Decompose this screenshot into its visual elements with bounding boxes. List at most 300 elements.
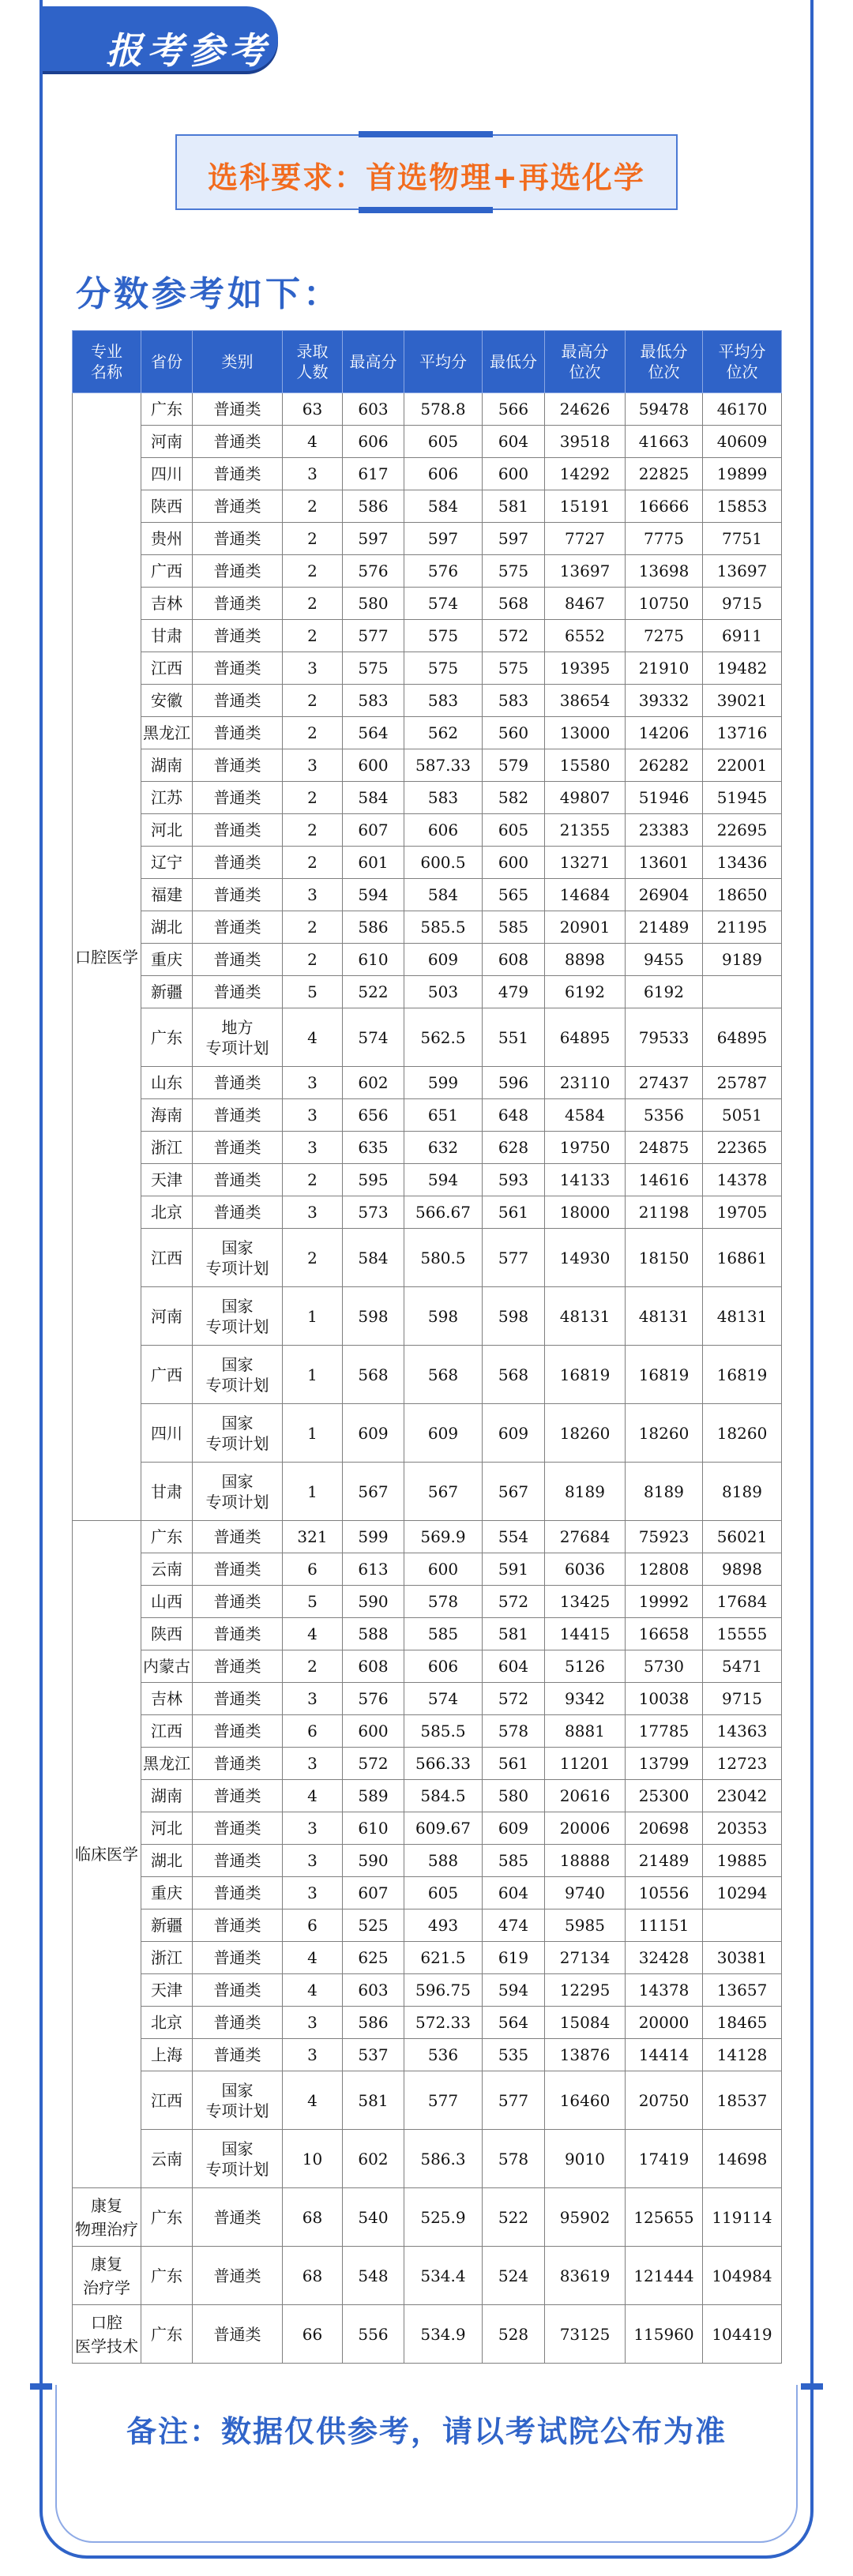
category-cell: 普通类 [193,1780,283,1812]
province-cell: 新疆 [141,976,193,1008]
avg-rank-cell: 7751 [703,523,782,555]
min-rank-cell: 51946 [626,782,703,814]
province-cell: 广东 [141,2188,193,2247]
max-score-cell: 537 [343,2039,404,2071]
avg-score-cell: 562.5 [404,1008,483,1067]
table-row [73,879,782,911]
max-rank-cell: 14415 [545,1618,626,1650]
table-row [73,555,782,588]
min-score-cell: 577 [483,2071,545,2130]
avg-score-cell: 606 [404,814,483,847]
avg-rank-cell: 46170 [703,393,782,426]
major-name-cell: 康复 物理治疗 [73,2188,141,2247]
province-cell: 云南 [141,2130,193,2188]
min-score-cell: 604 [483,1650,545,1683]
max-rank-cell: 6036 [545,1553,626,1586]
avg-rank-cell: 19705 [703,1196,782,1229]
max-rank-cell: 20006 [545,1812,626,1845]
min-score-cell: 568 [483,588,545,620]
min-score-cell: 581 [483,1618,545,1650]
category-cell: 普通类 [193,523,283,555]
max-rank-cell: 4584 [545,1099,626,1132]
table-row [73,1974,782,2007]
table-row [73,1877,782,1909]
province-cell: 河北 [141,1812,193,1845]
avg-rank-cell: 119114 [703,2188,782,2247]
province-cell: 北京 [141,1196,193,1229]
max-rank-cell: 16819 [545,1346,626,1404]
admitted-count-cell: 63 [283,393,343,426]
admitted-count-cell: 3 [283,1099,343,1132]
table-row [73,588,782,620]
category-cell: 普通类 [193,879,283,911]
category-cell: 国家 专项计划 [193,1463,283,1521]
max-rank-cell: 6192 [545,976,626,1008]
avg-rank-cell: 13697 [703,555,782,588]
min-rank-cell: 22825 [626,458,703,490]
category-cell: 普通类 [193,1067,283,1099]
max-score-cell: 525 [343,1909,404,1942]
min-rank-cell: 21198 [626,1196,703,1229]
max-score-cell: 609 [343,1404,404,1463]
avg-rank-cell: 18465 [703,2007,782,2039]
table-row [73,652,782,685]
table-row [73,426,782,458]
avg-rank-cell: 22001 [703,749,782,782]
table-row [73,749,782,782]
min-score-cell: 524 [483,2247,545,2305]
max-score-cell: 584 [343,1229,404,1287]
max-rank-cell: 8881 [545,1715,626,1748]
max-rank-cell: 13876 [545,2039,626,2071]
province-cell: 新疆 [141,1909,193,1942]
table-row [73,1099,782,1132]
max-rank-cell: 14133 [545,1164,626,1196]
max-score-cell: 584 [343,782,404,814]
min-rank-cell: 21489 [626,1845,703,1877]
min-score-cell: 609 [483,1404,545,1463]
avg-score-cell: 606 [404,1650,483,1683]
avg-score-cell: 580.5 [404,1229,483,1287]
province-cell: 福建 [141,879,193,911]
table-row [73,490,782,523]
max-score-cell: 568 [343,1346,404,1404]
avg-rank-cell: 22695 [703,814,782,847]
admitted-count-cell: 3 [283,749,343,782]
avg-rank-cell: 14698 [703,2130,782,2188]
frame-tick-right [801,2383,823,2390]
admitted-count-cell: 6 [283,1909,343,1942]
avg-rank-cell: 5471 [703,1650,782,1683]
avg-rank-cell: 15853 [703,490,782,523]
province-cell: 湖南 [141,749,193,782]
max-rank-cell: 27684 [545,1521,626,1553]
table-row [73,458,782,490]
province-cell: 黑龙江 [141,717,193,749]
avg-rank-cell: 40609 [703,426,782,458]
avg-rank-cell: 13657 [703,1974,782,2007]
max-score-cell: 625 [343,1942,404,1974]
min-score-cell: 528 [483,2305,545,2364]
province-cell: 天津 [141,1974,193,2007]
province-cell: 天津 [141,1164,193,1196]
admitted-count-cell: 68 [283,2247,343,2305]
province-cell: 重庆 [141,944,193,976]
admitted-count-cell: 2 [283,685,343,717]
max-score-cell: 564 [343,717,404,749]
admitted-count-cell: 1 [283,1463,343,1521]
min-rank-cell: 13601 [626,847,703,879]
frame-left-border [39,0,43,2472]
table-header-cell: 省份 [141,331,193,393]
max-score-cell: 601 [343,847,404,879]
admitted-count-cell: 5 [283,976,343,1008]
max-rank-cell: 23110 [545,1067,626,1099]
avg-rank-cell: 5051 [703,1099,782,1132]
avg-score-cell: 575 [404,652,483,685]
max-score-cell: 602 [343,1067,404,1099]
major-name-cell: 口腔医学 [73,393,141,1521]
min-rank-cell: 11151 [626,1909,703,1942]
avg-score-cell: 534.9 [404,2305,483,2364]
max-rank-cell: 13697 [545,555,626,588]
max-rank-cell: 19750 [545,1132,626,1164]
category-cell: 国家 专项计划 [193,1287,283,1346]
table-header-cell: 类别 [193,331,283,393]
avg-rank-cell: 17684 [703,1586,782,1618]
admitted-count-cell: 2 [283,1650,343,1683]
category-cell: 普通类 [193,652,283,685]
table-row [73,1463,782,1521]
admitted-count-cell: 4 [283,1008,343,1067]
max-rank-cell: 6552 [545,620,626,652]
avg-rank-cell: 25787 [703,1067,782,1099]
min-rank-cell: 75923 [626,1521,703,1553]
max-score-cell: 656 [343,1099,404,1132]
max-rank-cell: 20616 [545,1780,626,1812]
category-cell: 普通类 [193,1196,283,1229]
admitted-count-cell: 3 [283,1132,343,1164]
min-rank-cell: 7275 [626,620,703,652]
min-score-cell: 596 [483,1067,545,1099]
category-cell: 国家 专项计划 [193,2071,283,2130]
max-score-cell: 577 [343,620,404,652]
avg-rank-cell: 9715 [703,1683,782,1715]
min-score-cell: 604 [483,426,545,458]
table-row [73,976,782,1008]
max-score-cell: 580 [343,588,404,620]
max-rank-cell: 95902 [545,2188,626,2247]
province-cell: 湖北 [141,911,193,944]
admitted-count-cell: 1 [283,1404,343,1463]
min-score-cell: 522 [483,2188,545,2247]
avg-score-cell: 575 [404,620,483,652]
table-row [73,1812,782,1845]
avg-score-cell: 651 [404,1099,483,1132]
province-cell: 山东 [141,1067,193,1099]
province-cell: 贵州 [141,523,193,555]
category-cell: 国家 专项计划 [193,1346,283,1404]
min-rank-cell: 7775 [626,523,703,555]
min-rank-cell: 10750 [626,588,703,620]
max-score-cell: 590 [343,1586,404,1618]
avg-score-cell: 583 [404,685,483,717]
min-score-cell: 578 [483,1715,545,1748]
max-score-cell: 573 [343,1196,404,1229]
min-rank-cell: 16666 [626,490,703,523]
max-rank-cell: 39518 [545,426,626,458]
max-rank-cell: 18260 [545,1404,626,1463]
min-rank-cell: 10038 [626,1683,703,1715]
min-score-cell: 600 [483,458,545,490]
province-cell: 海南 [141,1099,193,1132]
min-score-cell: 591 [483,1553,545,1586]
admitted-count-cell: 2 [283,847,343,879]
max-rank-cell: 15580 [545,749,626,782]
min-score-cell: 585 [483,911,545,944]
min-rank-cell: 5356 [626,1099,703,1132]
max-rank-cell: 13000 [545,717,626,749]
min-score-cell: 628 [483,1132,545,1164]
province-cell: 上海 [141,2039,193,2071]
min-score-cell: 600 [483,847,545,879]
province-cell: 甘肃 [141,620,193,652]
table-row [73,1164,782,1196]
min-score-cell: 583 [483,685,545,717]
avg-rank-cell: 14128 [703,2039,782,2071]
min-score-cell: 580 [483,1780,545,1812]
max-score-cell: 599 [343,1521,404,1553]
category-cell: 普通类 [193,555,283,588]
category-cell: 普通类 [193,1099,283,1132]
province-cell: 陕西 [141,1618,193,1650]
province-cell: 湖南 [141,1780,193,1812]
table-row [73,2130,782,2188]
min-rank-cell: 32428 [626,1942,703,1974]
table-row [73,2071,782,2130]
table-row [73,782,782,814]
province-cell: 四川 [141,458,193,490]
avg-score-cell: 584 [404,879,483,911]
max-rank-cell: 18888 [545,1845,626,1877]
min-score-cell: 554 [483,1521,545,1553]
min-rank-cell: 14378 [626,1974,703,2007]
category-cell: 普通类 [193,782,283,814]
avg-rank-cell [703,1909,782,1942]
major-name-cell: 口腔 医学技术 [73,2305,141,2364]
min-score-cell: 575 [483,555,545,588]
min-rank-cell: 48131 [626,1287,703,1346]
min-rank-cell: 13799 [626,1748,703,1780]
admitted-count-cell: 3 [283,1196,343,1229]
min-score-cell: 597 [483,523,545,555]
province-cell: 江西 [141,1715,193,1748]
table-body [73,393,782,2364]
category-cell: 普通类 [193,814,283,847]
admitted-count-cell: 2 [283,717,343,749]
table-row [73,911,782,944]
min-score-cell: 567 [483,1463,545,1521]
category-cell: 普通类 [193,847,283,879]
province-cell: 浙江 [141,1942,193,1974]
major-name-cell: 康复 治疗学 [73,2247,141,2305]
min-rank-cell: 14414 [626,2039,703,2071]
min-score-cell: 593 [483,1164,545,1196]
max-rank-cell: 5985 [545,1909,626,1942]
max-score-cell: 607 [343,814,404,847]
min-score-cell: 551 [483,1008,545,1067]
avg-score-cell: 578.8 [404,393,483,426]
avg-rank-cell: 18537 [703,2071,782,2130]
table-row [73,1650,782,1683]
max-score-cell: 572 [343,1748,404,1780]
avg-score-cell: 525.9 [404,2188,483,2247]
avg-score-cell: 584.5 [404,1780,483,1812]
avg-score-cell: 597 [404,523,483,555]
avg-rank-cell: 48131 [703,1287,782,1346]
admitted-count-cell: 2 [283,490,343,523]
avg-score-cell: 596.75 [404,1974,483,2007]
header-ribbon [43,6,278,71]
max-score-cell: 590 [343,1845,404,1877]
min-rank-cell: 16658 [626,1618,703,1650]
avg-score-cell: 594 [404,1164,483,1196]
max-rank-cell: 19395 [545,652,626,685]
table-row [73,1521,782,1553]
table-row [73,1715,782,1748]
province-cell: 广东 [141,393,193,426]
max-score-cell: 598 [343,1287,404,1346]
max-score-cell: 597 [343,523,404,555]
table-row [73,1909,782,1942]
max-score-cell: 588 [343,1618,404,1650]
max-score-cell: 540 [343,2188,404,2247]
admitted-count-cell: 2 [283,1164,343,1196]
min-score-cell: 608 [483,944,545,976]
max-score-cell: 607 [343,1877,404,1909]
score-table [72,330,782,2364]
admitted-count-cell: 3 [283,1067,343,1099]
min-rank-cell: 13698 [626,555,703,588]
min-rank-cell: 121444 [626,2247,703,2305]
max-rank-cell: 14684 [545,879,626,911]
min-rank-cell: 27437 [626,1067,703,1099]
min-score-cell: 572 [483,1683,545,1715]
min-rank-cell: 6192 [626,976,703,1008]
min-score-cell: 578 [483,2130,545,2188]
avg-score-cell: 577 [404,2071,483,2130]
avg-score-cell: 569.9 [404,1521,483,1553]
province-cell: 内蒙古 [141,1650,193,1683]
admitted-count-cell: 1 [283,1346,343,1404]
avg-rank-cell: 10294 [703,1877,782,1909]
table-row [73,2188,782,2247]
admitted-count-cell: 68 [283,2188,343,2247]
category-cell: 地方 专项计划 [193,1008,283,1067]
table-row [73,1942,782,1974]
category-cell: 普通类 [193,1650,283,1683]
category-cell: 普通类 [193,458,283,490]
min-score-cell: 598 [483,1287,545,1346]
max-rank-cell: 14292 [545,458,626,490]
max-score-cell: 589 [343,1780,404,1812]
table-row [73,2247,782,2305]
max-score-cell: 567 [343,1463,404,1521]
min-score-cell: 619 [483,1942,545,1974]
category-cell: 普通类 [193,685,283,717]
min-rank-cell: 21489 [626,911,703,944]
max-rank-cell: 38654 [545,685,626,717]
province-cell: 山西 [141,1586,193,1618]
min-score-cell: 605 [483,814,545,847]
max-score-cell: 576 [343,555,404,588]
max-score-cell: 610 [343,1812,404,1845]
avg-rank-cell: 21195 [703,911,782,944]
table-row [73,1845,782,1877]
province-cell: 辽宁 [141,847,193,879]
admitted-count-cell: 66 [283,2305,343,2364]
category-cell: 普通类 [193,1683,283,1715]
max-score-cell: 556 [343,2305,404,2364]
table-header-cell: 平均分 位次 [703,331,782,393]
avg-rank-cell: 16861 [703,1229,782,1287]
province-cell: 浙江 [141,1132,193,1164]
province-cell: 广东 [141,1521,193,1553]
category-cell: 国家 专项计划 [193,1404,283,1463]
avg-rank-cell: 30381 [703,1942,782,1974]
category-cell: 普通类 [193,2247,283,2305]
min-rank-cell: 20750 [626,2071,703,2130]
max-score-cell: 581 [343,2071,404,2130]
province-cell: 江西 [141,2071,193,2130]
province-cell: 江西 [141,652,193,685]
category-cell: 普通类 [193,1812,283,1845]
avg-rank-cell: 56021 [703,1521,782,1553]
page-title: 报考参考 [106,29,270,72]
category-cell: 普通类 [193,1521,283,1553]
admitted-count-cell: 2 [283,1229,343,1287]
table-header-cell: 平均分 [404,331,483,393]
category-cell: 普通类 [193,2007,283,2039]
avg-score-cell: 566.33 [404,1748,483,1780]
avg-score-cell: 585.5 [404,911,483,944]
avg-score-cell: 587.33 [404,749,483,782]
avg-rank-cell: 18260 [703,1404,782,1463]
category-cell: 普通类 [193,490,283,523]
category-cell: 普通类 [193,1942,283,1974]
avg-rank-cell: 6911 [703,620,782,652]
avg-rank-cell: 39021 [703,685,782,717]
table-row [73,1132,782,1164]
table-row [73,2007,782,2039]
table-row [73,1586,782,1618]
max-score-cell: 575 [343,652,404,685]
avg-rank-cell: 12723 [703,1748,782,1780]
avg-score-cell: 567 [404,1463,483,1521]
admitted-count-cell: 6 [283,1715,343,1748]
avg-score-cell: 585.5 [404,1715,483,1748]
avg-score-cell: 503 [404,976,483,1008]
table-row [73,944,782,976]
max-rank-cell: 49807 [545,782,626,814]
avg-score-cell: 574 [404,588,483,620]
min-rank-cell: 59478 [626,393,703,426]
table-header-row [73,331,782,393]
province-cell: 甘肃 [141,1463,193,1521]
max-rank-cell: 9342 [545,1683,626,1715]
category-cell: 普通类 [193,588,283,620]
min-score-cell: 575 [483,652,545,685]
